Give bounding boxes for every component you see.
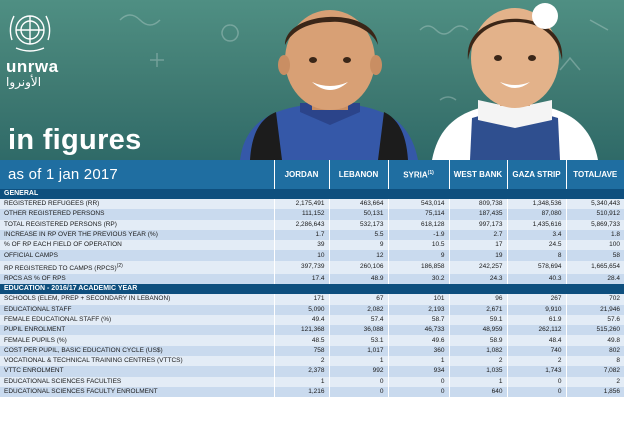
cell-syria: 543,014 [388,199,449,209]
column-header-syria [388,160,449,189]
cell-gaza-strip: 0 [507,377,566,387]
hero-photo [0,0,624,160]
cell-syria: 0 [388,387,449,397]
cell-lebanon: 532,173 [329,220,388,230]
cell-west-bank: 19 [449,250,507,260]
cell-west-bank: 2.7 [449,230,507,240]
row-label-text: FEMALE EDUCATIONAL STAFF (%) [4,315,112,323]
section-header-row [0,189,624,199]
cell-gaza-strip: 48.4 [507,335,566,345]
cell-west-bank: 187,435 [449,209,507,219]
cell-total: 49.8 [566,335,624,345]
table-row [0,199,624,209]
cell-west-bank: 96 [449,294,507,304]
table-row [0,325,624,335]
cell-total: 21,946 [566,305,624,315]
cell-jordan: 5,090 [274,305,329,315]
cell-syria: 0 [388,377,449,387]
cell-jordan: 171 [274,294,329,304]
unrwa-logo [6,10,86,89]
row-label [0,220,274,230]
row-label-text: VTTC ENROLMENT [4,367,64,375]
cell-gaza-strip: 740 [507,346,566,356]
cell-total: 57.6 [566,315,624,325]
cell-gaza-strip: 3.4 [507,230,566,240]
cell-syria: 360 [388,346,449,356]
cell-west-bank: 48,959 [449,325,507,335]
row-label [0,335,274,345]
row-label-text: OFFICIAL CAMPS [4,251,58,259]
cell-total: 702 [566,294,624,304]
unrwa-wordmark: unrwa [6,57,59,76]
section-title: GENERAL [0,189,624,199]
row-label [0,209,274,219]
table-row [0,356,624,366]
cell-syria: 30.2 [388,274,449,284]
table-row [0,250,624,260]
cell-gaza-strip: 1,435,616 [507,220,566,230]
cell-gaza-strip: 262,112 [507,325,566,335]
cell-total: 8 [566,356,624,366]
row-label [0,199,274,209]
un-emblem-icon [6,10,54,54]
cell-jordan: 48.5 [274,335,329,345]
row-label-text: TOTAL REGISTERED PERSONS (RP) [4,220,117,228]
row-label [0,230,274,240]
cell-syria: 10.5 [388,240,449,250]
cell-west-bank: 242,257 [449,261,507,274]
cell-gaza-strip: 1,348,536 [507,199,566,209]
column-header-gaza-strip: GAZA STRIP [507,160,566,189]
cell-total: 100 [566,240,624,250]
cell-syria: 49.6 [388,335,449,345]
headline: in figures [8,124,142,156]
figures-table-container [0,160,624,397]
cell-syria: 46,733 [388,325,449,335]
cell-jordan: 758 [274,346,329,356]
section-title: EDUCATION - 2016/17 ACADEMIC YEAR [0,284,624,294]
table-row [0,220,624,230]
cell-lebanon: 5.5 [329,230,388,240]
cell-jordan: 49.4 [274,315,329,325]
cell-west-bank: 640 [449,387,507,397]
cell-gaza-strip: 2 [507,356,566,366]
cell-syria: 618,128 [388,220,449,230]
cell-jordan: 2 [274,356,329,366]
cell-west-bank: 1,035 [449,366,507,376]
cell-total: 7,082 [566,366,624,376]
row-label-text: EDUCATIONAL SCIENCES FACULTY ENROLMENT [4,388,158,396]
cell-jordan: 121,368 [274,325,329,335]
table-row [0,230,624,240]
table-body [0,189,624,397]
row-label-text: % OF RP EACH FIELD OF OPERATION [4,241,122,249]
row-label [0,377,274,387]
cell-gaza-strip: 8 [507,250,566,260]
cell-jordan: 1,216 [274,387,329,397]
cell-lebanon: 2,082 [329,305,388,315]
row-label-text: RP REGISTERED TO CAMPS (RPCS) [4,264,117,272]
row-label-text: FEMALE PUPILS (%) [4,336,67,344]
column-header-west-bank: WEST BANK [449,160,507,189]
table-row [0,261,624,274]
row-label-text: EDUCATIONAL STAFF [4,305,72,313]
cell-west-bank: 24.3 [449,274,507,284]
row-label [0,315,274,325]
table-row [0,305,624,315]
cell-lebanon: 50,131 [329,209,388,219]
cell-syria: 75,114 [388,209,449,219]
column-header-lebanon: LEBANON [329,160,388,189]
cell-jordan: 397,739 [274,261,329,274]
row-label-text: COST PER PUPIL, BASIC EDUCATION CYCLE (US$) [4,346,163,354]
cell-lebanon: 0 [329,377,388,387]
cell-gaza-strip: 61.9 [507,315,566,325]
cell-total: 5,869,733 [566,220,624,230]
table-row [0,274,624,284]
cell-lebanon: 0 [329,387,388,397]
row-label [0,325,274,335]
cell-total: 5,340,443 [566,199,624,209]
cell-total: 58 [566,250,624,260]
table-row [0,346,624,356]
table-row [0,366,624,376]
syria-footnote-marker: (1) [427,169,434,176]
row-label-text: EDUCATIONAL SCIENCES FACULTIES [4,377,122,385]
figures-table [0,160,624,397]
cell-jordan: 2,378 [274,366,329,376]
cell-total: 1,856 [566,387,624,397]
row-label [0,346,274,356]
table-row [0,387,624,397]
cell-gaza-strip: 0 [507,387,566,397]
cell-gaza-strip: 24.5 [507,240,566,250]
table-row [0,335,624,345]
row-label [0,250,274,260]
cell-west-bank: 2,671 [449,305,507,315]
cell-jordan: 1.7 [274,230,329,240]
cell-total: 2 [566,377,624,387]
row-label [0,366,274,376]
row-label [0,356,274,366]
cell-gaza-strip: 40.3 [507,274,566,284]
column-header-syria-label: SYRIA [403,170,428,180]
cell-syria: 2,193 [388,305,449,315]
table-row [0,377,624,387]
boy-figure [240,10,418,160]
section-header-row [0,284,624,294]
cell-lebanon: 260,106 [329,261,388,274]
cell-lebanon: 57.4 [329,315,388,325]
cell-west-bank: 59.1 [449,315,507,325]
as-of-date: as of 1 jan 2017 [0,160,274,189]
table-row [0,294,624,304]
cell-west-bank: 809,738 [449,199,507,209]
row-label-text: RPCS AS % OF RPS [4,275,66,283]
cell-jordan: 39 [274,240,329,250]
row-label-text: INCREASE IN RP OVER THE PREVIOUS YEAR (%) [4,231,158,239]
table-header-row [0,160,624,189]
cell-total: 510,912 [566,209,624,219]
cell-gaza-strip: 87,080 [507,209,566,219]
cell-syria: -1.9 [388,230,449,240]
row-label [0,274,274,284]
cell-total: 802 [566,346,624,356]
cell-jordan: 2,175,491 [274,199,329,209]
cell-west-bank: 1 [449,377,507,387]
column-header-total: TOTAL/AVE [566,160,624,189]
cell-lebanon: 53.1 [329,335,388,345]
row-label-text: PUPIL ENROLMENT [4,326,66,334]
cell-gaza-strip: 267 [507,294,566,304]
cell-lebanon: 1,017 [329,346,388,356]
table-row [0,315,624,325]
cell-total: 1.8 [566,230,624,240]
row-label [0,294,274,304]
cell-jordan: 111,152 [274,209,329,219]
table-row [0,209,624,219]
cell-syria: 101 [388,294,449,304]
row-label-text: SCHOOLS (ELEM, PREP + SECONDARY IN LEBANON) [4,295,171,303]
row-label-text: OTHER REGISTERED PERSONS [4,210,105,218]
row-label [0,240,274,250]
cell-jordan: 17.4 [274,274,329,284]
cell-lebanon: 9 [329,240,388,250]
row-label [0,305,274,315]
cell-lebanon: 36,088 [329,325,388,335]
table-row [0,240,624,250]
row-footnote-marker: (2) [116,262,123,269]
cell-syria: 186,858 [388,261,449,274]
unrwa-arabic-wordmark: الأونروا [6,75,42,89]
cell-jordan: 10 [274,250,329,260]
cell-west-bank: 2 [449,356,507,366]
cell-gaza-strip: 1,743 [507,366,566,376]
cell-lebanon: 992 [329,366,388,376]
cell-total: 28.4 [566,274,624,284]
cell-lebanon: 48.9 [329,274,388,284]
row-label-text: REGISTERED REFUGEES (RR) [4,200,100,208]
cell-syria: 58.7 [388,315,449,325]
cell-syria: 1 [388,356,449,366]
cell-west-bank: 997,173 [449,220,507,230]
cell-lebanon: 12 [329,250,388,260]
row-label [0,387,274,397]
cell-lebanon: 1 [329,356,388,366]
cell-total: 515,260 [566,325,624,335]
cell-lebanon: 67 [329,294,388,304]
cell-gaza-strip: 9,910 [507,305,566,315]
cell-west-bank: 58.9 [449,335,507,345]
cell-jordan: 2,286,643 [274,220,329,230]
cell-west-bank: 1,082 [449,346,507,356]
cell-gaza-strip: 578,694 [507,261,566,274]
row-label-text: VOCATIONAL & TECHNICAL TRAINING CENTRES (VTTCS) [4,357,183,365]
cell-syria: 9 [388,250,449,260]
cell-jordan: 1 [274,377,329,387]
cell-syria: 934 [388,366,449,376]
cell-total: 1,665,654 [566,261,624,274]
row-label [0,261,274,274]
column-header-jordan: JORDAN [274,160,329,189]
cell-west-bank: 17 [449,240,507,250]
cell-lebanon: 463,664 [329,199,388,209]
